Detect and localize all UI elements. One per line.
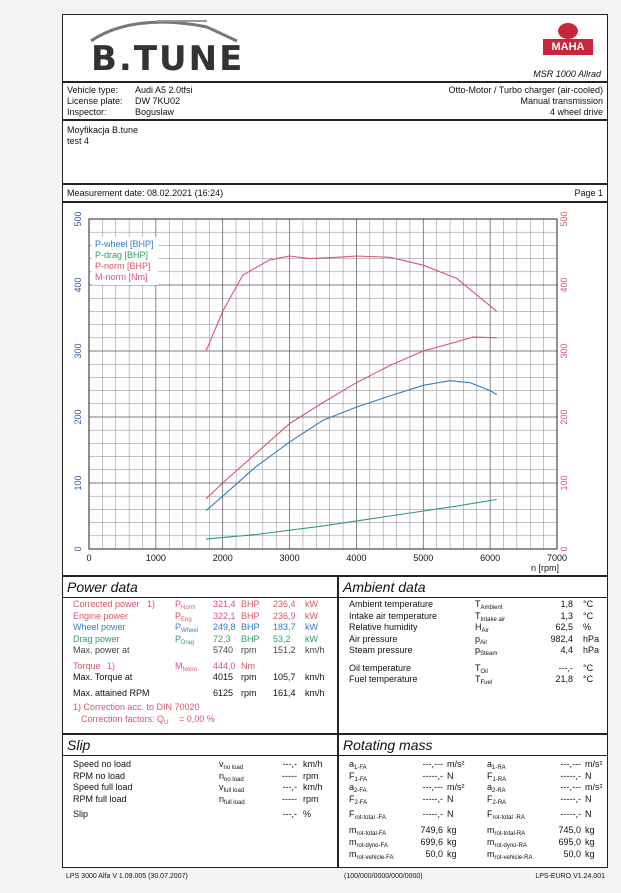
header-box <box>62 14 608 82</box>
torque-row <box>63 661 339 672</box>
rotating-row-left <box>349 809 469 820</box>
power-row-label: Max. power at <box>73 645 130 655</box>
ambient-unit: °C <box>583 662 594 673</box>
rotating-unit: N <box>585 770 592 781</box>
vehicle-info-box <box>62 82 608 120</box>
rotating-value: ---,--- <box>560 782 581 792</box>
chart-box <box>62 202 608 576</box>
power-row-label: Corrected power <box>73 599 140 609</box>
rotating-value: 695,0 <box>558 837 581 847</box>
slip-row <box>63 794 339 805</box>
ambient-value: 982,4 <box>550 633 573 644</box>
power-row-footnote-mark: 1) <box>147 599 156 609</box>
notes-box <box>62 120 608 184</box>
torque-at-rpm-unit: rpm <box>241 672 257 682</box>
ambient-unit: °C <box>583 674 594 684</box>
rotating-row-right <box>487 825 607 836</box>
slip-unit: rpm <box>303 770 319 781</box>
maha-emblem-icon <box>558 23 578 39</box>
slip-label: Slip <box>73 809 89 819</box>
rotating-symbol: $F_{rot-total -RA}$ <box>487 809 525 821</box>
slip-value: ---,- <box>282 809 297 819</box>
x-tick-label: 7000 <box>546 553 568 563</box>
ambient-symbol: $T_{Fuel}$ <box>475 674 493 686</box>
rotating-value: ---,--- <box>422 782 443 792</box>
rpm-max-speed-unit: km/h <box>305 687 325 698</box>
torque-footnote-mark: 1) <box>107 660 116 671</box>
rotating-symbol: $m_{rot-dyno-FA}$ <box>349 837 388 849</box>
footer-software: LPS 3000 Alfa V 1.09.005 (30.07.2007) <box>66 873 188 880</box>
power-row-value-1: 322,1 <box>213 610 236 621</box>
rotating-symbol: $m_{rot-dyno-RA}$ <box>487 837 527 849</box>
rotating-symbol: $m_{rot-total-RA}$ <box>487 825 526 837</box>
rotating-unit: N <box>447 770 454 781</box>
ambient-row <box>339 663 609 674</box>
rotating-symbol: $m_{rot-vehicle-RA}$ <box>487 849 533 861</box>
rotating-unit: m/s² <box>585 759 603 769</box>
torque-unit: Nm <box>241 660 255 671</box>
ambient-label: Ambient temperature <box>349 599 434 609</box>
power-row-value-2: 236,9 <box>273 610 296 621</box>
y-right-tick-label: 500 <box>559 211 569 227</box>
slip-symbol: $n_{no load}$ <box>219 770 244 783</box>
power-row-unit-2: kW <box>305 633 318 644</box>
y-left-tick-label: 500 <box>73 211 83 227</box>
rotating-row-right <box>487 771 607 782</box>
rpm-max-speed: 161,4 <box>273 687 296 698</box>
measurement-date: Measurement date: 08.02.2021 (16:24) <box>67 188 224 198</box>
slip-row <box>63 809 339 820</box>
rotating-value: 699,6 <box>420 837 443 847</box>
ambient-data-title: Ambient data <box>339 577 607 598</box>
power-row-unit-1: rpm <box>241 645 257 655</box>
rotating-unit: m/s² <box>447 782 465 792</box>
rotating-unit: kg <box>585 849 595 859</box>
power-row-unit-1: BHP <box>241 599 260 609</box>
power-row-unit-1: BHP <box>241 610 260 621</box>
rotating-unit: N <box>447 793 454 804</box>
rotating-value: -----,- <box>422 770 443 781</box>
rotating-row-right <box>487 759 607 770</box>
ambient-unit: % <box>583 622 592 632</box>
power-row-value-2: 53,2 <box>273 633 291 644</box>
rotating-symbol: $a_{2-FA}$ <box>349 782 367 794</box>
slip-value: ----- <box>282 770 297 781</box>
license-value: DW 7KU02 <box>135 96 181 106</box>
correction-note <box>63 702 339 713</box>
rotating-symbol: $a_{1-FA}$ <box>349 759 367 771</box>
power-row-unit-2: kW <box>305 599 318 609</box>
ambient-label: Intake air temperature <box>349 610 438 621</box>
note-line-2: test 4 <box>67 136 90 146</box>
inspector-value: Boguslaw <box>135 107 175 117</box>
rotating-value: ---,--- <box>422 759 443 769</box>
power-row <box>63 622 339 633</box>
drive-type: 4 wheel drive <box>549 107 603 117</box>
engine-type: Otto-Motor / Turbo charger (air-cooled) <box>448 85 603 95</box>
rotating-row-left <box>349 759 469 770</box>
ambient-value: 62,5 <box>555 622 573 632</box>
power-row-value-1: 321,4 <box>213 599 236 609</box>
slip-symbol: $v_{full load}$ <box>219 782 245 794</box>
rotating-symbol: $F_{rot-total -FA}$ <box>349 809 386 821</box>
ambient-label: Relative humidity <box>349 622 418 632</box>
ambient-label: Oil temperature <box>349 662 412 673</box>
btune-logo-text: B.TUNE <box>91 39 245 79</box>
ambient-value: 21,8 <box>555 674 573 684</box>
x-tick-label: 0 <box>86 553 92 563</box>
rpm-max-label: Max. attained RPM <box>73 687 150 698</box>
x-axis-label: n [rpm] <box>530 563 559 573</box>
note-line-1: Moyfikacja B.tune <box>67 125 139 135</box>
rotating-value: -----,- <box>422 793 443 804</box>
slip-unit: km/h <box>303 782 323 792</box>
ambient-symbol: $T_{Oil}$ <box>475 662 488 675</box>
power-row-value-1: 72,3 <box>213 633 231 644</box>
correction-factors <box>63 714 339 725</box>
y-right-tick-label: 400 <box>559 277 569 293</box>
torque-at-speed: 105,7 <box>273 672 296 682</box>
torque-label: Torque <box>73 660 101 671</box>
slip-row <box>63 759 339 770</box>
rotating-symbol: $F_{2-FA}$ <box>349 793 368 806</box>
power-data-box <box>62 576 338 734</box>
rotating-value: 749,6 <box>420 825 443 835</box>
ambient-row <box>339 622 609 633</box>
legend-entry: P-wheel [BHP] <box>95 239 154 249</box>
rotating-value: 50,0 <box>563 849 581 859</box>
x-tick-label: 5000 <box>413 553 434 563</box>
rotating-row-right <box>487 837 607 848</box>
y-left-tick-label: 400 <box>73 277 83 293</box>
slip-label: RPM no load <box>73 770 126 781</box>
slip-value: ---,- <box>282 782 297 792</box>
rotating-symbol: $m_{rot-vehicle-FA}$ <box>349 849 394 861</box>
rotating-row-right <box>487 849 607 860</box>
ambient-value: 4,4 <box>560 645 573 655</box>
rotating-symbol: $F_{2-RA}$ <box>487 793 507 806</box>
rotating-symbol: $m_{rot-total-FA}$ <box>349 825 387 837</box>
ambient-row <box>339 599 609 610</box>
vehicle-type-label: Vehicle type: <box>67 85 119 95</box>
slip-unit: % <box>303 809 312 819</box>
power-row-unit-2: km/h <box>305 645 325 655</box>
power-row <box>63 599 339 610</box>
correction-factor-value: = 0,00 % <box>179 713 215 724</box>
power-row-value-1: 249,8 <box>213 622 236 632</box>
vehicle-type-value: Audi A5 2.0tfsi <box>135 85 193 95</box>
legend-entry: P-norm [BHP] <box>95 261 151 271</box>
correction-factor-label: Correction factors: $Q_U$ <box>81 713 169 726</box>
rotating-value: -----,- <box>560 793 581 804</box>
ambient-row <box>339 634 609 645</box>
rotating-symbol: $F_{1-FA}$ <box>349 770 368 783</box>
slip-value: ---,- <box>282 759 297 769</box>
slip-label: Speed full load <box>73 782 133 792</box>
rotating-unit: m/s² <box>585 782 603 792</box>
ambient-row <box>339 611 609 622</box>
power-row-symbol: $P_{Drag}$ <box>175 633 195 646</box>
y-left-tick-label: 200 <box>73 409 83 425</box>
ambient-row <box>339 674 609 685</box>
rotating-symbol: $F_{1-RA}$ <box>487 770 507 783</box>
slip-label: RPM full load <box>73 793 127 804</box>
torque-symbol: $M_{Norm}$ <box>175 660 198 673</box>
ambient-unit: °C <box>583 610 594 621</box>
torque-at-speed-unit: km/h <box>305 672 325 682</box>
power-row-label: Wheel power <box>73 622 126 632</box>
device-name: MSR 1000 Allrad <box>533 69 601 79</box>
power-data-title: Power data <box>63 577 337 598</box>
rotating-row-left <box>349 782 469 793</box>
rotating-value: -----,- <box>422 809 443 819</box>
measurement-bar <box>62 184 608 202</box>
y-left-tick-label: 300 <box>73 343 83 359</box>
rotating-value: -----,- <box>560 809 581 819</box>
rotating-unit: N <box>447 809 454 819</box>
inspector-label: Inspector: <box>67 107 107 117</box>
rotating-value: ---,--- <box>560 759 581 769</box>
x-tick-label: 6000 <box>480 553 501 563</box>
torque-at-rpm: 4015 <box>213 672 234 682</box>
rotating-row-right <box>487 782 607 793</box>
ambient-value: ---,- <box>558 662 573 673</box>
rotating-row-right <box>487 794 607 805</box>
ambient-symbol: $T_{Ambient}$ <box>475 599 503 611</box>
legend-entry: M-norm [Nm] <box>95 272 148 282</box>
power-row-symbol: $P_{Norm}$ <box>175 599 196 611</box>
power-row-unit-1: BHP <box>241 633 260 644</box>
power-row-unit-1: BHP <box>241 622 260 632</box>
ambient-label: Fuel temperature <box>349 674 418 684</box>
rotating-row-left <box>349 849 469 860</box>
transmission-type: Manual transmission <box>520 96 603 106</box>
power-row <box>63 634 339 645</box>
slip-row <box>63 771 339 782</box>
rotating-row-left <box>349 771 469 782</box>
x-tick-label: 4000 <box>346 553 367 563</box>
power-torque-chart <box>63 203 609 577</box>
power-row-value-2: 236,4 <box>273 599 296 609</box>
correction-note-1: 1) Correction acc. to DIN 70020 <box>73 702 200 712</box>
ambient-symbol: $p_{Air}$ <box>475 633 488 646</box>
footer-version: LPS-EURO V1.24.001 <box>535 873 605 880</box>
y-left-tick-label: 0 <box>73 546 83 552</box>
power-row-label: Engine power <box>73 610 129 621</box>
rotating-row-left <box>349 794 469 805</box>
power-row-symbol: $P_{Wheel}$ <box>175 622 199 634</box>
slip-row <box>63 782 339 793</box>
y-left-tick-label: 100 <box>73 475 83 491</box>
rotating-unit: m/s² <box>447 759 465 769</box>
slip-symbol: $v_{no load}$ <box>219 759 244 771</box>
plot-frame <box>89 219 557 549</box>
y-right-tick-label: 0 <box>559 546 569 552</box>
ambient-row <box>339 645 609 656</box>
license-label: License plate: <box>67 96 123 106</box>
ambient-unit: °C <box>583 599 594 609</box>
rotating-row-left <box>349 837 469 848</box>
y-right-tick-label: 200 <box>559 409 569 425</box>
slip-title: Slip <box>63 735 337 756</box>
y-right-tick-label: 100 <box>559 475 569 491</box>
rotating-unit: N <box>585 793 592 804</box>
rotating-symbol: $a_{1-RA}$ <box>487 759 506 771</box>
footer-code: (100/000/0000/000/0000) <box>344 873 423 880</box>
power-row-unit-2: kW <box>305 610 318 621</box>
slip-unit: km/h <box>303 759 323 769</box>
power-row <box>63 645 339 656</box>
torque-value: 444,0 <box>213 660 236 671</box>
x-tick-label: 2000 <box>212 553 233 563</box>
rotating-unit: N <box>585 809 592 819</box>
rpm-max-value: 6125 <box>213 687 234 698</box>
rotating-mass-title: Rotating mass <box>339 735 607 756</box>
slip-value: ----- <box>282 793 297 804</box>
maha-logo <box>543 23 593 59</box>
rotating-symbol: $a_{2-RA}$ <box>487 782 506 794</box>
y-right-tick-label: 300 <box>559 343 569 359</box>
rotating-mass-box <box>338 734 608 868</box>
x-tick-label: 1000 <box>145 553 166 563</box>
ambient-symbol: $T_{Intake air}$ <box>475 610 506 623</box>
slip-symbol: $n_{full load}$ <box>219 793 245 806</box>
power-row-label: Drag power <box>73 633 120 644</box>
maha-logo-text: MAHA <box>543 39 593 55</box>
rotating-row-right <box>487 809 607 820</box>
rotating-unit: kg <box>585 825 595 835</box>
rotating-row-left <box>349 825 469 836</box>
power-row-value-1: 5740 <box>213 645 234 655</box>
rotating-unit: kg <box>447 849 457 859</box>
rotating-value: 50,0 <box>425 849 443 859</box>
ambient-data-box <box>338 576 608 734</box>
power-row-unit-2: kW <box>305 622 318 632</box>
power-row <box>63 611 339 622</box>
ambient-value: 1,8 <box>560 599 573 609</box>
slip-box <box>62 734 338 868</box>
x-tick-label: 3000 <box>279 553 300 563</box>
torque-at-row <box>63 672 339 683</box>
ambient-label: Air pressure <box>349 633 398 644</box>
legend-entry: P-drag [BHP] <box>95 250 149 260</box>
ambient-label: Steam pressure <box>349 645 413 655</box>
rotating-unit: kg <box>585 837 595 847</box>
slip-label: Speed no load <box>73 759 132 769</box>
ambient-value: 1,3 <box>560 610 573 621</box>
rpm-max-unit: rpm <box>241 687 257 698</box>
slip-unit: rpm <box>303 793 319 804</box>
ambient-unit: hPa <box>583 633 600 644</box>
ambient-symbol: $H_{Air}$ <box>475 622 489 634</box>
torque-at-label: Max. Torque at <box>73 672 133 682</box>
rotating-unit: kg <box>447 825 457 835</box>
rpm-max-row <box>63 688 339 699</box>
page-number: Page 1 <box>574 188 603 198</box>
power-row-symbol: $P_{Eng}$ <box>175 610 192 623</box>
rotating-value: 745,0 <box>558 825 581 835</box>
rotating-unit: kg <box>447 837 457 847</box>
rotating-value: -----,- <box>560 770 581 781</box>
power-row-value-2: 151,2 <box>273 645 296 655</box>
ambient-symbol: $p_{Steam}$ <box>475 645 498 657</box>
power-row-value-2: 183,7 <box>273 622 296 632</box>
ambient-unit: hPa <box>583 645 600 655</box>
